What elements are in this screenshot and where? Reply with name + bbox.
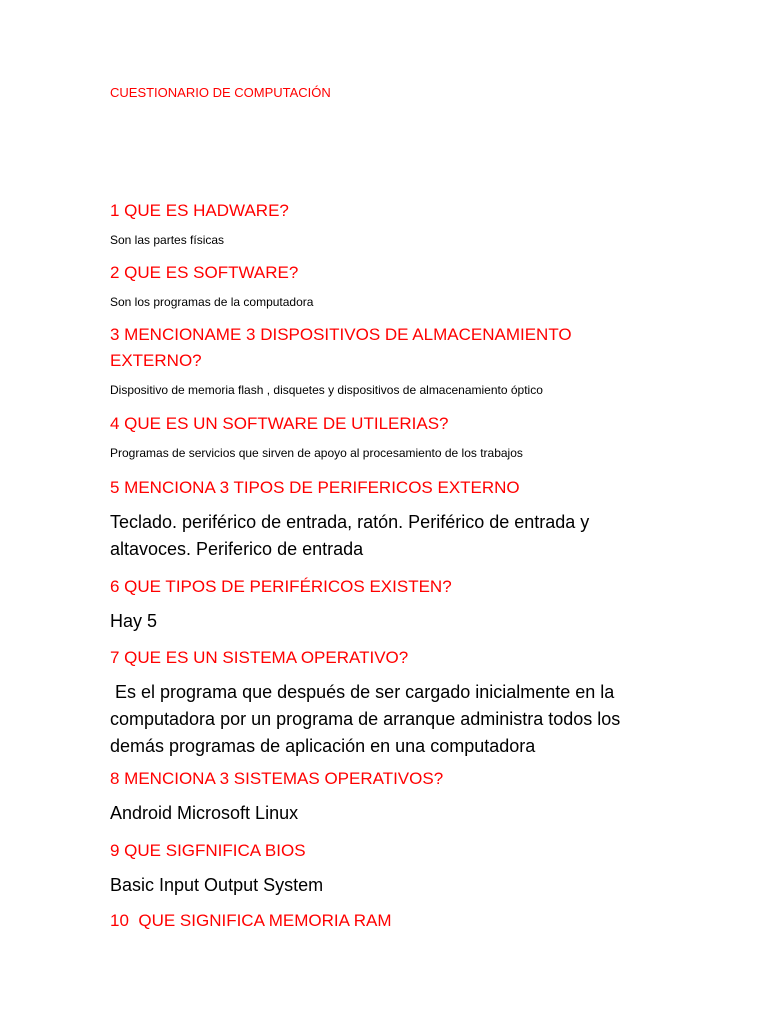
qa-item-4 — [110, 411, 670, 462]
answer-6: Hay 5 — [110, 611, 158, 631]
qa-item-2 — [110, 260, 670, 311]
qa-item-10 — [110, 908, 670, 934]
answer-4: Programas de servicios que sirven de apoyo al procesamiento de los trabajos — [110, 446, 523, 460]
answer-3: Dispositivo de memoria flash , disquetes y dispositivos de almacenamiento óptico — [110, 383, 543, 397]
answer-9: Basic Input Output System — [110, 875, 324, 895]
question-4: 4 QUE ES UN SOFTWARE DE UTILERIAS? — [110, 414, 449, 433]
qa-item-8 — [110, 766, 670, 827]
question-1: 1 QUE ES HADWARE? — [110, 201, 289, 220]
qa-item-9 — [110, 838, 670, 899]
question-7: 7 QUE ES UN SISTEMA OPERATIVO? — [110, 648, 409, 667]
document-title: CUESTIONARIO DE COMPUTACIÓN — [110, 85, 331, 100]
answer-1: Son las partes físicas — [110, 233, 225, 247]
question-3: 3 MENCIONAME 3 DISPOSITIVOS DE ALMACENAMIENTO EXTERNO? — [110, 325, 572, 370]
qa-item-6 — [110, 574, 670, 635]
question-9: 9 QUE SIGFNIFICA BIOS — [110, 841, 306, 860]
question-10: 10 QUE SIGNIFICA MEMORIA RAM — [110, 911, 392, 930]
question-2: 2 QUE ES SOFTWARE? — [110, 263, 299, 282]
qa-item-5 — [110, 475, 670, 563]
qa-item-1 — [110, 198, 670, 249]
qa-item-7 — [110, 645, 670, 760]
answer-8: Android Microsoft Linux — [110, 803, 299, 823]
question-5: 5 MENCIONA 3 TIPOS DE PERIFERICOS EXTERNO — [110, 478, 520, 497]
question-6: 6 QUE TIPOS DE PERIFÉRICOS EXISTEN? — [110, 577, 452, 596]
answer-2: Son los programas de la computadora — [110, 295, 314, 309]
qa-item-3 — [110, 322, 670, 399]
question-8: 8 MENCIONA 3 SISTEMAS OPERATIVOS? — [110, 769, 444, 788]
answer-7: Es el programa que después de ser cargado inicialmente en la computadora por un programa de arranque administra todos los demás programas de aplicación en una computadora — [110, 682, 626, 756]
answer-5: Teclado. periférico de entrada, ratón. Periférico de entrada y altavoces. Periferico de entrada — [110, 512, 590, 559]
